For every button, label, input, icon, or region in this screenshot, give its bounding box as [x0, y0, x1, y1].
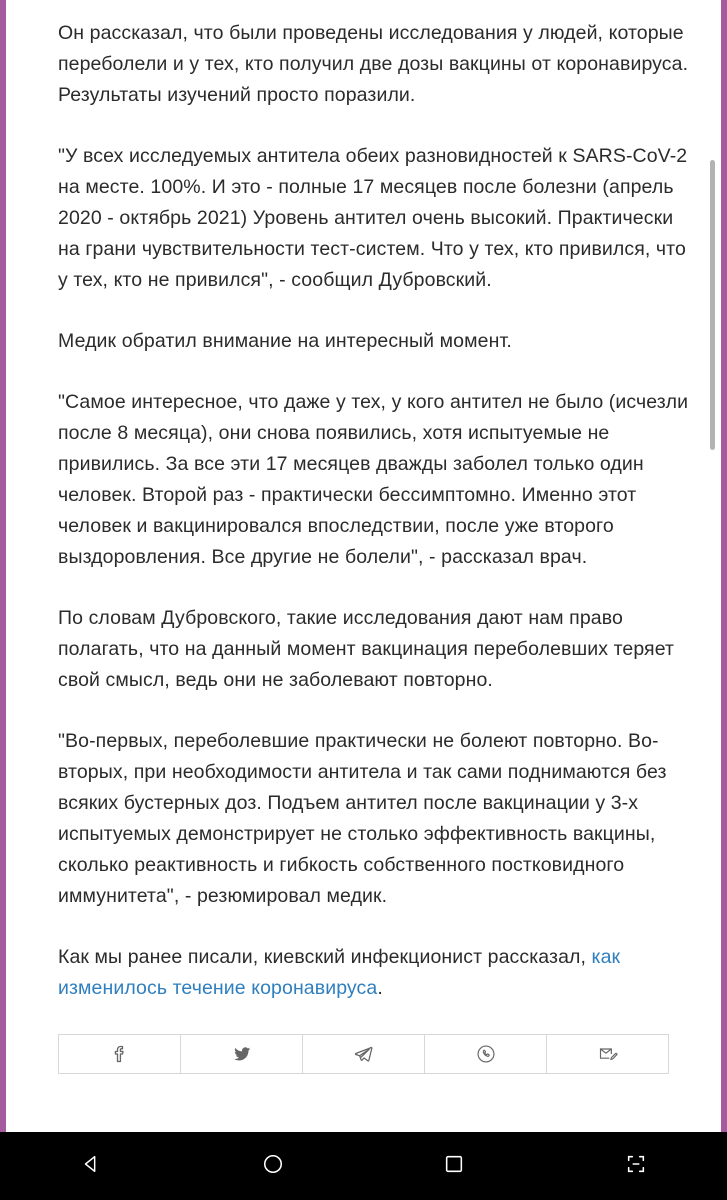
viber-icon [476, 1044, 496, 1064]
android-navigation-bar [0, 1132, 727, 1200]
telegram-share-button[interactable] [303, 1035, 425, 1073]
final-paragraph-suffix: . [377, 977, 383, 999]
recents-button[interactable] [419, 1132, 489, 1200]
email-icon [597, 1044, 619, 1064]
article-paragraph-with-link [58, 942, 691, 1004]
square-recents-icon [443, 1153, 465, 1180]
facebook-share-button[interactable] [59, 1035, 181, 1073]
page-scrollbar-track[interactable] [716, 0, 721, 1132]
triangle-back-icon [80, 1153, 102, 1180]
related-article-link[interactable]: как изменилось течение коронавируса [58, 946, 621, 999]
screenshot-button[interactable] [601, 1132, 671, 1200]
share-bar [58, 1034, 669, 1074]
email-share-button[interactable] [547, 1035, 669, 1073]
twitter-share-button[interactable] [181, 1035, 303, 1073]
crop-screenshot-icon [625, 1153, 647, 1180]
article-paragraph: По словам Дубровского, такие исследования дают нам право полагать, что на данный момент вакцинация переболевших теряет свой смысл, ведь они не заболевают повторно. [58, 607, 675, 691]
viber-share-button[interactable] [425, 1035, 547, 1073]
article-paragraph: Медик обратил внимание на интересный момент. [58, 330, 512, 352]
article-paragraph: "У всех исследуемых антитела обеих разновидностей к SARS-CoV-2 на месте. 100%. И это - полные 17 месяцев после болезни (апрель 2020 - октябрь 2021) Уровень антител очень высокий. Практически на грани чувствительности тест-систем. Что у тех, кто привился, что у тех, кто не привился", - сообщил Дубровский. [58, 145, 688, 291]
article-paragraph: "Самое интересное, что даже у тех, у кого антител не было (исчезли после 8 месяца), они снова появились, хотя испытуемые не привились. За все эти 17 месяцев дважды заболел только один человек. Второй раз - практически бессимптомно. Именно этот человек и вакцинировался впоследствии, после уже второго выздоровления. Все другие не болели", - рассказал врач. [58, 391, 689, 568]
right-accent-bar [721, 0, 727, 1132]
twitter-icon [231, 1044, 253, 1064]
article-paragraph: Он рассказал, что были проведены исследования у людей, которые переболели и у тех, кто получил две дозы вакцины от коронавируса. Результаты изучений просто поразили. [58, 22, 689, 106]
circle-home-icon [262, 1153, 284, 1180]
back-button[interactable] [56, 1132, 126, 1200]
facebook-icon [110, 1044, 130, 1064]
article-paragraph: "Во-первых, переболевшие практически не болеют повторно. Во-вторых, при необходимости антитела и так сами поднимаются без всяких бустерных доз. Подъем антител после вакцинации у 3-х испытуемых демонстрирует не столько эффективность вакцины, сколько реактивность и гибкость собственного постковидного иммунитета", - резюмировал медик. [58, 730, 667, 907]
left-accent-bar [0, 0, 6, 1132]
telegram-icon [353, 1044, 374, 1064]
page-scrollbar-thumb[interactable] [710, 160, 715, 450]
final-paragraph-prefix: Как мы ранее писали, киевский инфекционист рассказал, [58, 946, 592, 968]
home-button[interactable] [238, 1132, 308, 1200]
